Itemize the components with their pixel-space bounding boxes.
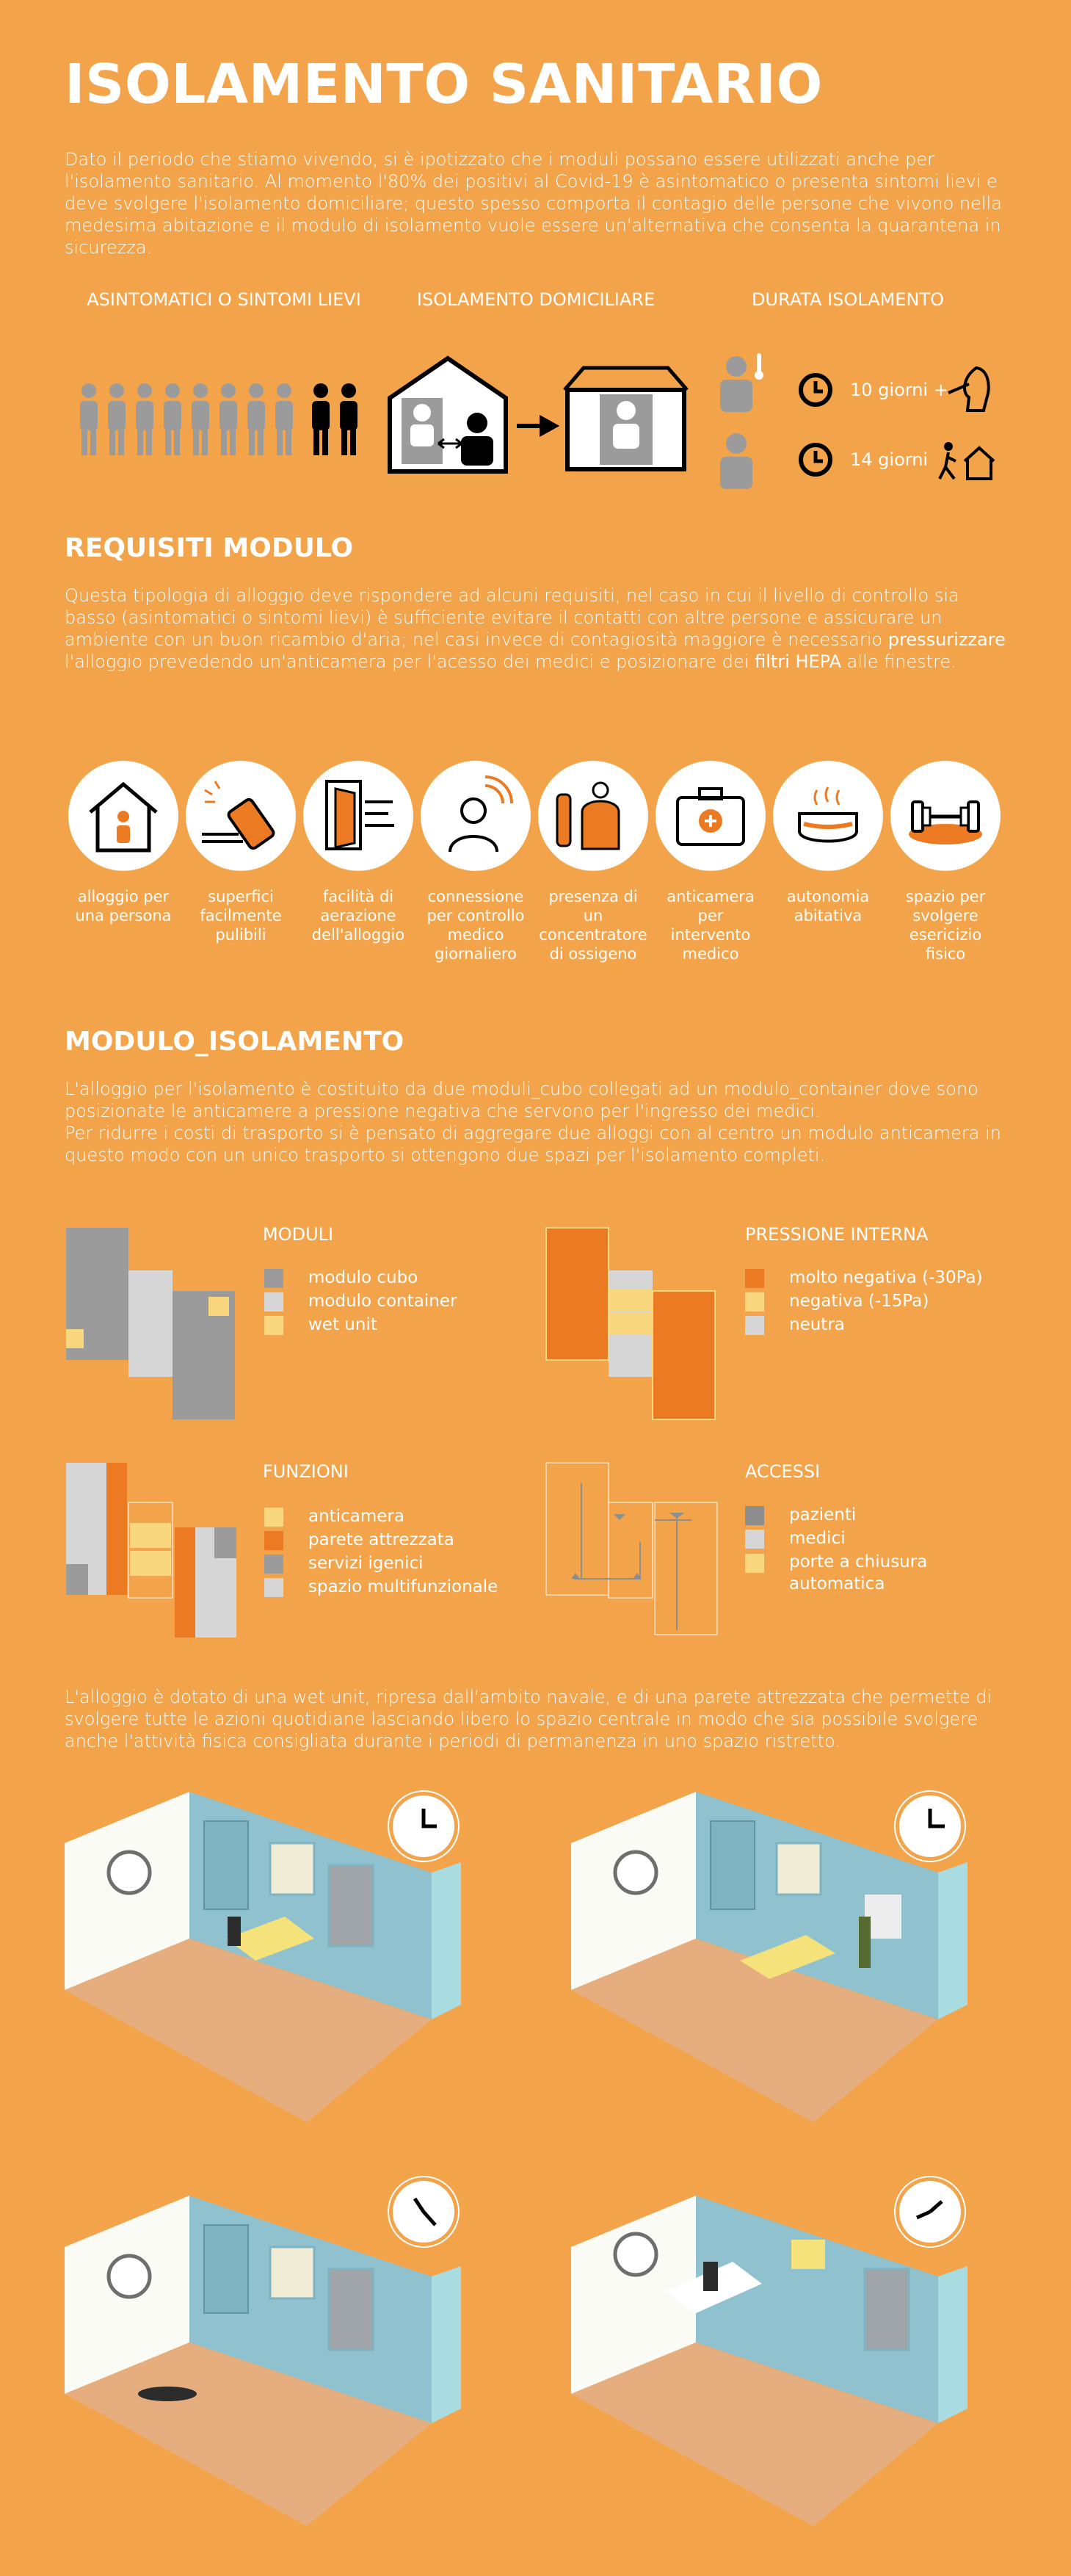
req-label-anteroom: anticamera per intervento medico xyxy=(667,888,755,963)
requisiti-text: Questa tipologia di alloggio deve rispondere ad alcuni requisiti, nel caso in cui il livello di controllo sia basso (asintomatici o sintomi lievi) è sufficiente evitare il contatti con altre persone e assicurare un ambiente con un buon ricambio d'aria; nel casi invece di contagiosità maggiore è necessario pressurizzare l'alloggio prevedendo un'anticamera per l'acesso dei medici e posizionare dei filtri HEPA alle finestre. xyxy=(65,585,1006,672)
legend-funzioni-item: parete attrezzata xyxy=(264,1529,454,1551)
legend-funzioni-item: servizi igenici xyxy=(264,1552,424,1574)
legend-accessi-title: ACCESSI xyxy=(745,1461,821,1482)
test-swab-icon xyxy=(947,363,994,415)
legend-pressione-item: molto negativa (-30Pa) xyxy=(745,1267,983,1289)
req-label-autonomy: autonomia abitativa xyxy=(786,888,870,925)
wet-unit-text: L'alloggio è dotato di una wet unit, ripresa dall'ambito navale, e di una parete attrezzata che permette di svolgere tutte le azioni quotidiane lasciando libero lo spazio centrale in modo che sia possibile svolgere anche l'attività fisica consigliata durante i periodi di permanenza in uno spazio ristretto. xyxy=(65,1687,992,1751)
req-label-housing: alloggio per una persona xyxy=(75,888,172,925)
modulo-title: MODULO_ISOLAMENTO xyxy=(65,1027,404,1057)
duration-10-label: 10 giorni + xyxy=(850,380,948,400)
req-circle-anteroom xyxy=(656,761,766,871)
home-isolation-icon xyxy=(385,352,510,477)
legend-accessi-item: medici xyxy=(745,1527,846,1549)
legend-moduli-item: modulo cubo xyxy=(264,1267,418,1289)
isolation-module-icon xyxy=(562,363,690,474)
plan-funzioni xyxy=(65,1461,241,1641)
req-circle-oxygen xyxy=(538,761,648,871)
header-asymptomatic: ASINTOMATICI O SINTOMI LIEVI xyxy=(87,289,361,310)
legend-funzioni-item: spazio multifunzionale xyxy=(264,1576,498,1598)
legend-funzioni-item: anticamera xyxy=(264,1505,404,1527)
people-group-icon xyxy=(77,382,371,463)
legend-accessi-item: pazienti xyxy=(745,1504,856,1526)
legend-moduli-item: modulo container xyxy=(264,1290,457,1312)
clock-icon xyxy=(796,371,835,409)
intro-text: Dato il periodo che stiamo vivendo, si è ipotizzato che i moduli possano essere utilizzati anche per l'isolamento sanitario. Al momento l'80% dei positivi al Covid-19 è asintomatico o presenta sintomi lievi e deve svolgere l'isolamento domiciliare; questo spesso comporta il contagio delle persone che vivono nella medesima abitazione e il modulo di isolamento vuole essere un'alternativa che consenta la quarantena in sicurezza. xyxy=(65,149,1002,258)
legend-pressione-item: negativa (-15Pa) xyxy=(745,1290,929,1312)
req-circle-exercise xyxy=(890,761,1001,871)
duration-14-label: 14 giorni xyxy=(850,449,929,470)
legend-moduli-item: wet unit xyxy=(264,1314,377,1336)
interior-scene-3 xyxy=(65,2196,505,2541)
req-label-oxygen: presenza di un concentratore di ossigeno xyxy=(539,888,647,963)
clock-icon xyxy=(389,2177,458,2246)
patient-fever-icon xyxy=(716,349,767,415)
req-circle-aeration xyxy=(303,761,413,871)
legend-moduli-title: MODULI xyxy=(263,1224,334,1245)
page-title: ISOLAMENTO SANITARIO xyxy=(65,53,823,116)
plan-moduli xyxy=(65,1226,241,1421)
interior-scene-4 xyxy=(571,2196,1012,2541)
header-home-isolation: ISOLAMENTO DOMICILIARE xyxy=(416,289,656,310)
patient-icon xyxy=(716,426,767,492)
req-label-connection: connessione per controllo medico giornaliero xyxy=(426,888,525,963)
modulo-text-1: L'alloggio per l'isolamento è costituito da due moduli_cubo collegati ad un modulo_container dove sono posizionate le anticamere a pressione negativa che servono per l'ingresso dei medici. xyxy=(65,1079,979,1121)
req-circle-connection xyxy=(421,761,531,871)
clock-icon xyxy=(796,441,835,479)
plan-pressione xyxy=(545,1226,721,1421)
clock-icon xyxy=(389,1792,458,1861)
clock-icon xyxy=(896,1792,965,1861)
oxygen-icon xyxy=(557,795,570,846)
arrow-right-icon xyxy=(515,415,559,437)
req-label-exercise: spazio per svolgere esericizio fisico xyxy=(905,888,986,963)
walk-home-icon xyxy=(938,441,997,482)
requisiti-title: REQUISITI MODULO xyxy=(65,533,354,563)
req-circle-housing xyxy=(68,761,178,871)
dumbbell-icon xyxy=(912,802,923,831)
legend-accessi-item: porte a chiusura automatica xyxy=(745,1551,936,1595)
doctor-wifi-icon xyxy=(462,799,485,822)
req-label-surfaces: superfici facilmente pulibili xyxy=(200,888,282,944)
legend-pressione-item: neutra xyxy=(745,1314,845,1336)
plan-accessi xyxy=(545,1461,721,1641)
req-circle-surfaces xyxy=(186,761,296,871)
req-circle-autonomy xyxy=(773,761,883,871)
legend-pressione-title: PRESSIONE INTERNA xyxy=(745,1224,929,1245)
header-duration: DURATA ISOLAMENTO xyxy=(751,289,945,310)
req-label-aeration: facilità di aerazione dell'alloggio xyxy=(311,888,405,944)
modulo-text-2: Per ridurre i costi di trasporto si è pensato di aggregare due alloggi con al centro un modulo anticamera in questo modo con un unico trasporto si ottengono due spazi per l'isolamento completi. xyxy=(65,1123,1001,1165)
legend-funzioni-title: FUNZIONI xyxy=(263,1461,349,1482)
clock-icon xyxy=(896,2177,965,2246)
